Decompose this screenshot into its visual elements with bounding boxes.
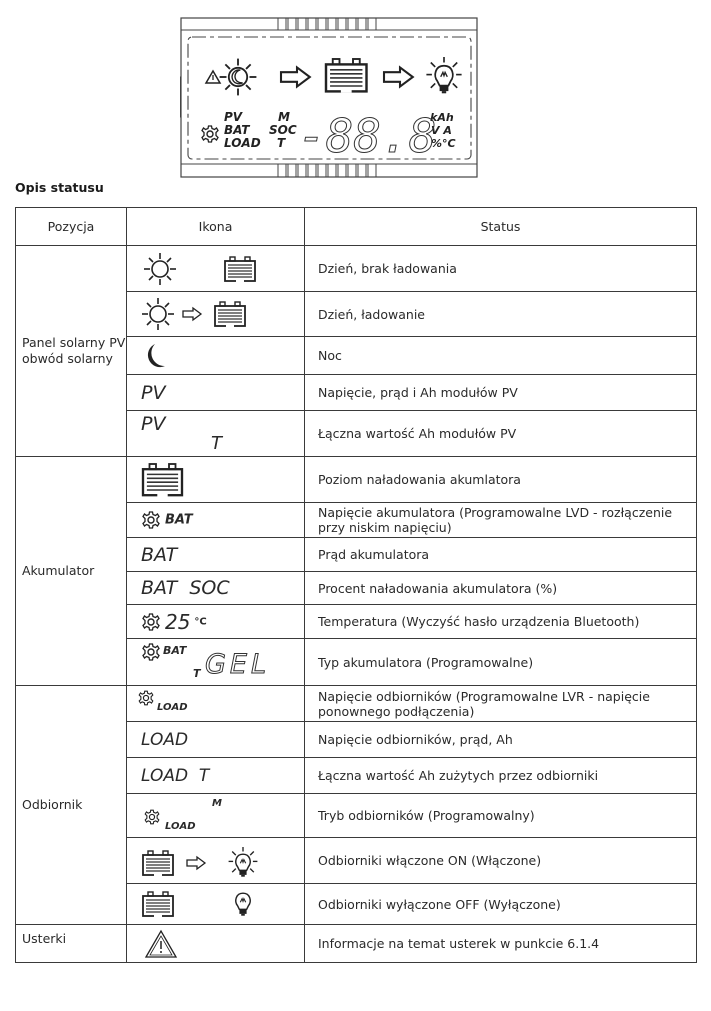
gear-bat-gel-icon: BAT T GEL [141, 639, 304, 684]
status-cell: Odbiorniki wyłączone OFF (Wyłączone) [305, 884, 697, 925]
lcd-battery-icon [326, 59, 367, 93]
status-cell: Poziom naładowania akumlatora [305, 457, 697, 503]
status-cell: Informacje na temat usterek w punkcie 6.1.4 [305, 925, 697, 963]
lcd-arrow-icon [281, 67, 310, 86]
bat-label: BAT [164, 512, 193, 528]
pv-t-label-icon: PV T [141, 413, 222, 454]
temperature-value: 25 [164, 609, 191, 634]
lcd-bulb-icon [426, 57, 461, 93]
lcd-label-soc: SOC [269, 123, 297, 137]
status-cell: Temperatura (Wyczyść hasło urządzenia Bluetooth) [305, 605, 697, 639]
header-pozycja: Pozycja [16, 208, 127, 246]
lcd-arrow-icon [384, 67, 413, 86]
gear-load-m-icon: LOAD M [141, 794, 304, 836]
gear-icon [143, 808, 161, 826]
moon-icon [141, 342, 181, 370]
sun-arrow-battery-icon [141, 297, 261, 331]
load-t-label-icon: LOAD T [141, 765, 210, 786]
sun-battery-icon [141, 252, 261, 286]
lcd-display-diagram [180, 17, 478, 178]
position-cell: Panel solarny PV obwód solarny [16, 246, 127, 457]
battery-bulb-off-icon [141, 888, 271, 920]
table-row [16, 686, 697, 722]
lcd-label-t: T [277, 136, 286, 150]
status-cell: Tryb odbiorników (Programowalny) [305, 794, 697, 838]
bat-label-icon: BAT [141, 543, 178, 566]
table-row [16, 457, 697, 503]
celsius-unit: °C [194, 616, 207, 627]
table-row [16, 246, 697, 292]
status-cell: Dzień, brak ładowania [305, 246, 697, 292]
status-cell: Dzień, ładowanie [305, 292, 697, 337]
lcd-pins-bottom [278, 164, 376, 177]
gear-icon [141, 642, 161, 662]
lcd-unit-kah: kAh [430, 111, 454, 124]
status-cell: Napięcie akumulatora (Programowalne LVD - rozłączenie przy niskim napięciu) [305, 503, 697, 538]
status-cell: Napięcie odbiorników, prąd, Ah [305, 722, 697, 758]
status-cell: Noc [305, 337, 697, 375]
status-cell: Prąd akumulatora [305, 538, 697, 572]
lcd-label-pv: PV [224, 110, 243, 124]
lcd-sun-moon-icon [220, 59, 257, 96]
lcd-seven-segment-digits: -88.8 [298, 109, 437, 163]
battery-icon [141, 461, 191, 499]
table-header-row [16, 208, 697, 246]
status-cell: Łączna wartość Ah zużytych przez odbiorniki [305, 758, 697, 794]
battery-arrow-bulb-on-icon [141, 841, 271, 881]
lcd-unit-percent-c: %°C [431, 137, 456, 150]
status-cell: Napięcie odbiorników (Programowalne LVR - napięcie ponownego podłączenia) [305, 686, 697, 722]
gear-icon [137, 689, 155, 707]
pv-label-icon: PV [141, 381, 166, 404]
table-row [16, 925, 697, 963]
position-cell: Akumulator [16, 457, 127, 686]
section-title: Opis statusu [15, 180, 104, 195]
lcd-gear-icon [202, 126, 218, 142]
header-ikona: Ikona [127, 208, 305, 246]
gear-load-icon: LOAD [141, 686, 304, 720]
gear-icon [141, 612, 161, 632]
status-cell: Napięcie, prąd i Ah modułów PV [305, 375, 697, 411]
gear-icon [141, 510, 161, 530]
warning-triangle-icon [141, 929, 181, 959]
lcd-unit-va: V A [431, 124, 452, 137]
lcd-pins-top [278, 18, 376, 30]
bat-soc-label-icon: BAT SOC [141, 577, 230, 599]
load-label-icon: LOAD [141, 729, 189, 750]
header-status: Status [305, 208, 697, 246]
status-cell: Odbiorniki włączone ON (Włączone) [305, 838, 697, 884]
status-cell: Procent naładowania akumulatora (%) [305, 572, 697, 605]
position-cell: Usterki [16, 925, 127, 963]
status-cell: Łączna wartość Ah modułów PV [305, 411, 697, 457]
status-cell: Typ akumulatora (Programowalne) [305, 639, 697, 686]
lcd-label-bat: BAT [224, 123, 250, 137]
lcd-label-load: LOAD [224, 136, 261, 150]
lcd-warning-icon [206, 71, 220, 83]
lcd-label-m: M [278, 110, 290, 124]
position-cell: Odbiornik [16, 686, 127, 925]
status-table [15, 207, 697, 963]
